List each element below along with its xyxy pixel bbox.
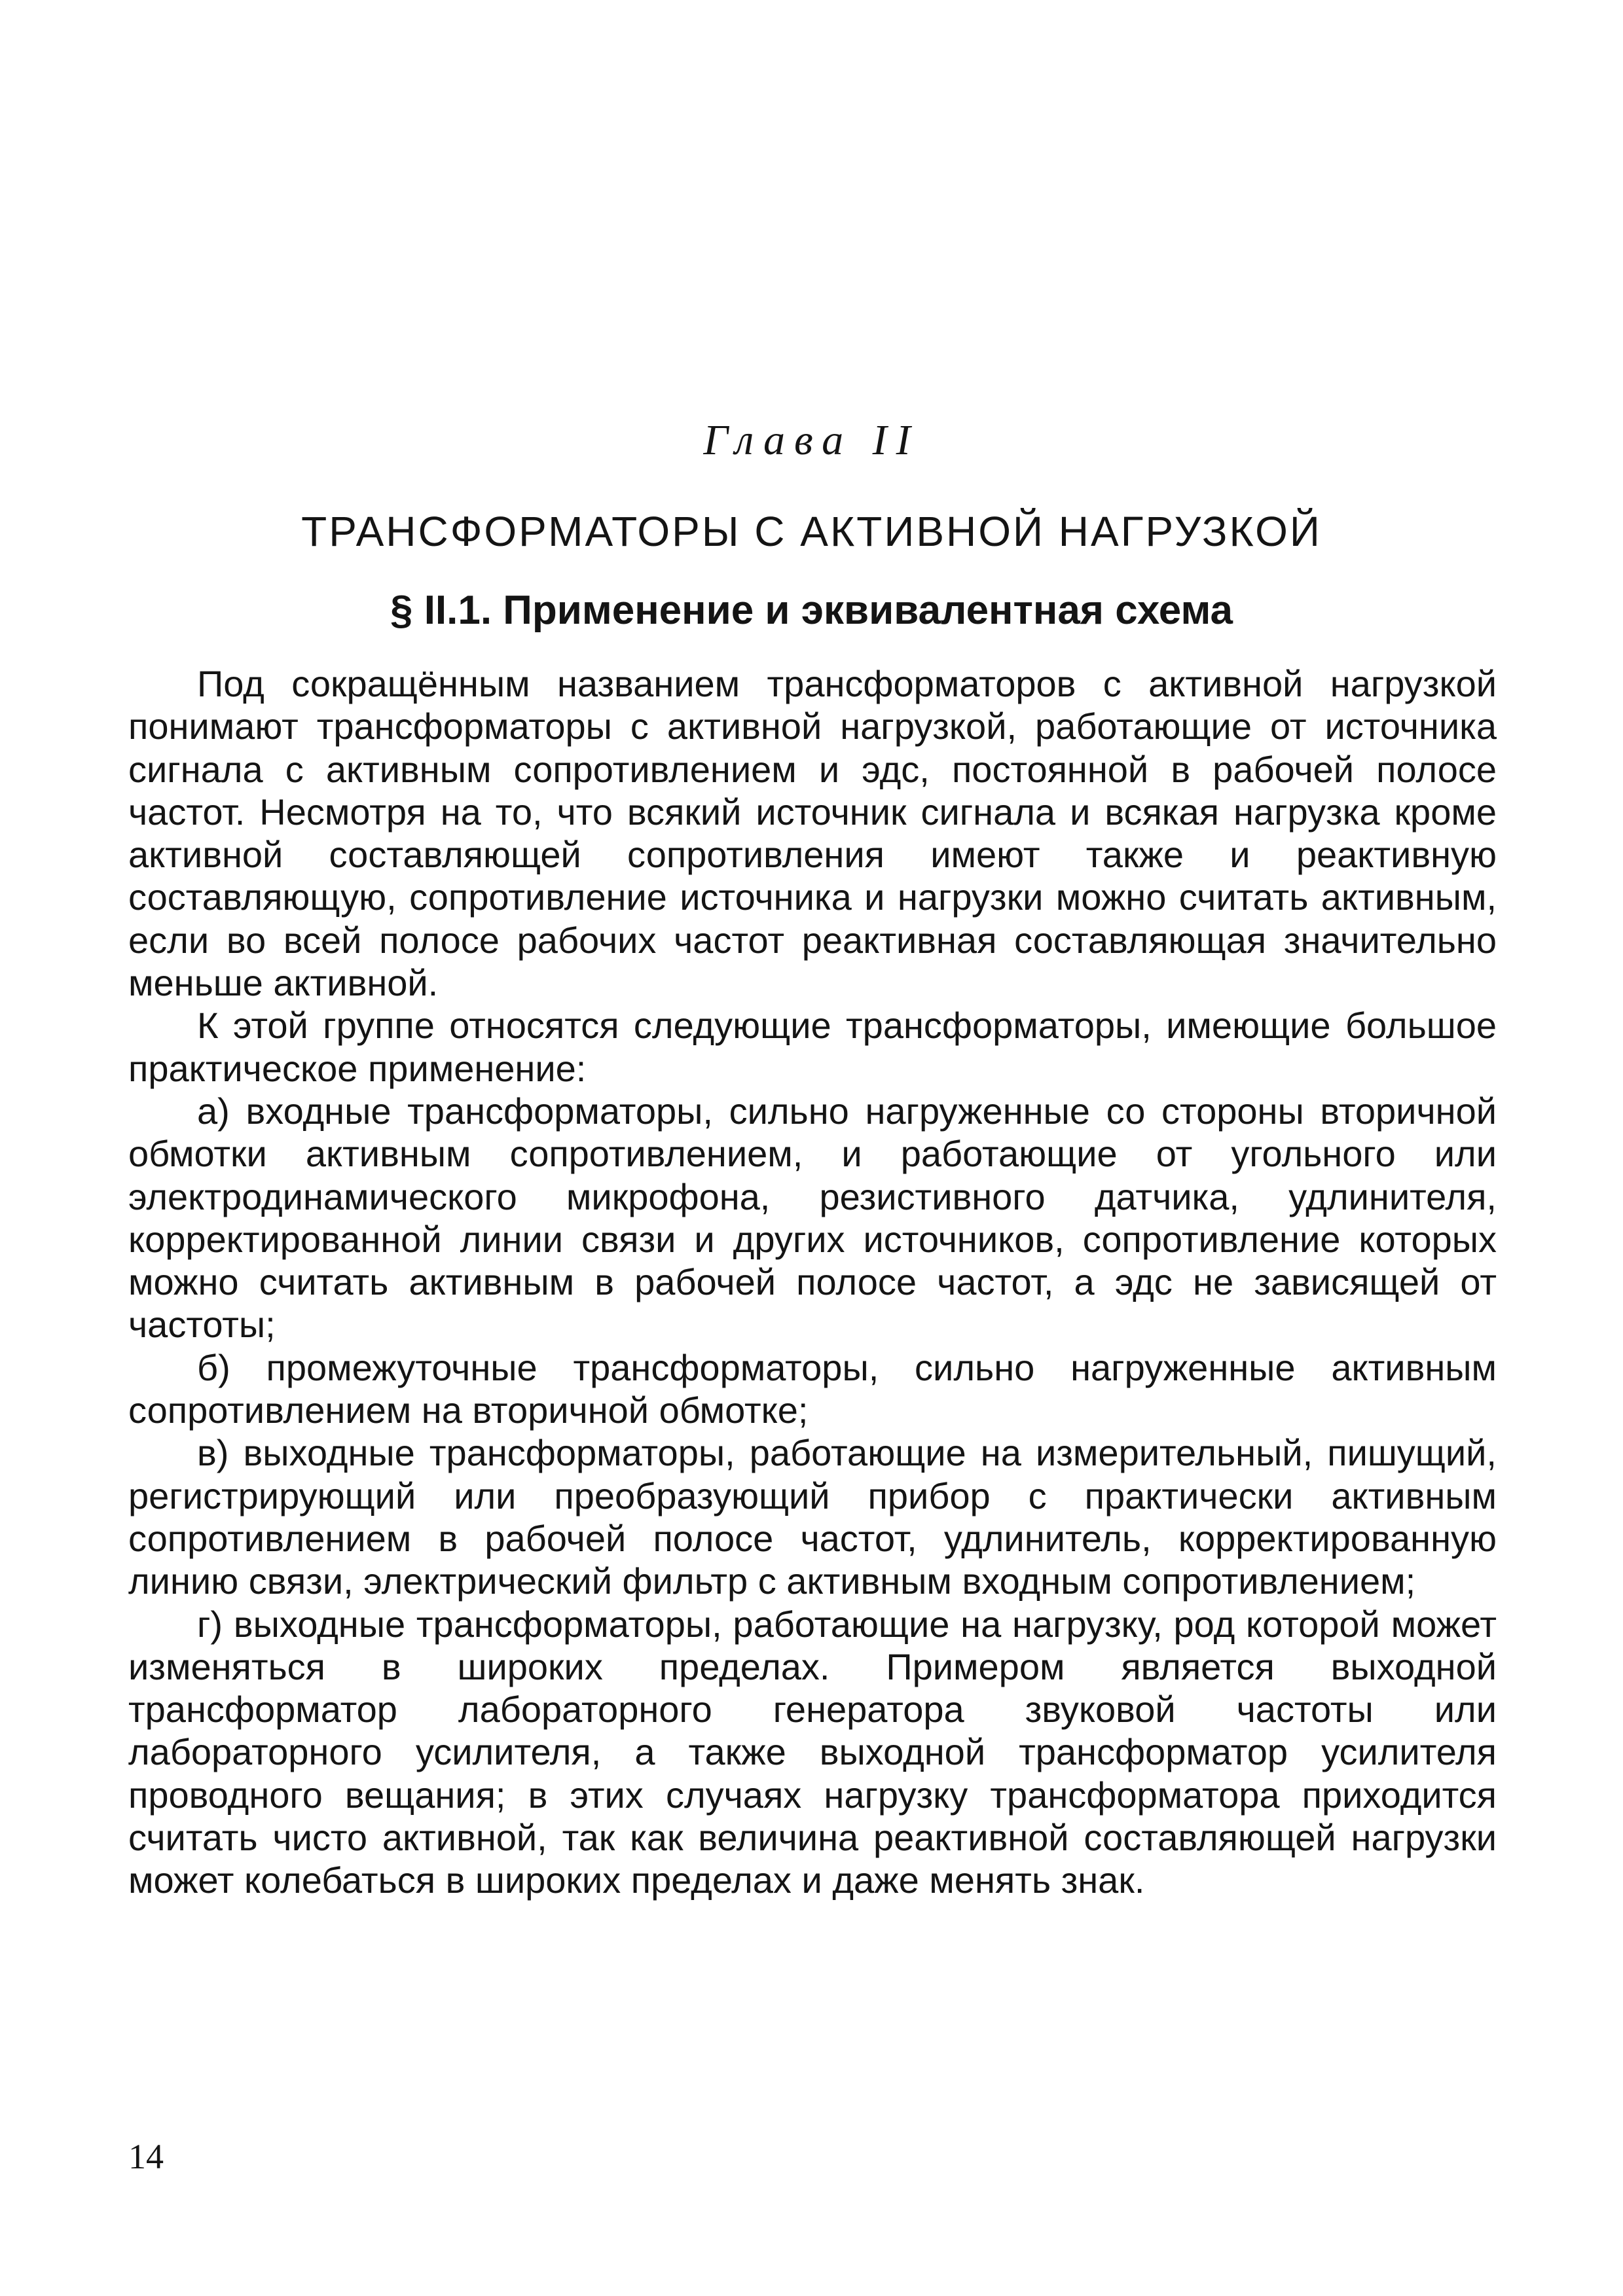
list-item-a: а) входные трансформаторы, сильно нагруженные со стороны вторичной обмотки активным сопротивлением, и работающие от угольного или электродинамического микрофона, резистивного датчика, удлинителя, корректированной линии связи и других источников, сопротивление которых можно считать активным в рабочей полосе частот, а эдс не зависящей от частоты;	[128, 1090, 1497, 1346]
list-item-b: б) промежуточные трансформаторы, сильно нагруженные активным сопротивлением на вторичной обмотке;	[128, 1346, 1497, 1431]
page-number: 14	[128, 2137, 164, 2176]
list-item-v: в) выходные трансформаторы, работающие на измерительный, пишущий, регистрирующий или преобразующий прибор с практически активным сопротивлением в рабочей полосе частот, удлинитель, корректированную линию связи, электрический фильтр с активным входным сопротивлением;	[128, 1432, 1497, 1602]
chapter-title: ТРАНСФОРМАТОРЫ С АКТИВНОЙ НАГРУЗКОЙ	[301, 508, 1322, 555]
paragraph-intro: Под сокращённым названием трансформаторов с активной нагрузкой понимают трансформаторы с активной нагрузкой, работающие от источника сигнала с активным сопротивлением и эдс, постоянной в рабочей полосе частот. Несмотря на то, что всякий источник сигнала и всякая нагрузка кроме активной составляющей сопротивления имеют также и реактивную составляющую, сопротивление источника и нагрузки можно считать активным, если во всей полосе рабочих частот реактивная составляющая значительно меньше активной.	[128, 663, 1497, 1004]
section-title: § II.1. Применение и эквивалентная схема	[390, 588, 1233, 633]
chapter-label: Глава II	[703, 416, 920, 464]
paragraph-group: К этой группе относятся следующие трансформаторы, имеющие большое практическое применение:	[128, 1005, 1497, 1089]
list-item-g: г) выходные трансформаторы, работающие на нагрузку, род которой может изменяться в широких пределах. Примером является выходной трансформатор лабораторного генератора звуковой частоты или лабораторного усилителя, а также выходной трансформатор усилителя проводного вещания; в этих случаях нагрузку трансформатора приходится считать чисто активной, так как величина реактивной составляющей нагрузки может колебаться в широких пределах и даже менять знак.	[128, 1603, 1497, 1901]
body-text	[128, 662, 1497, 1902]
